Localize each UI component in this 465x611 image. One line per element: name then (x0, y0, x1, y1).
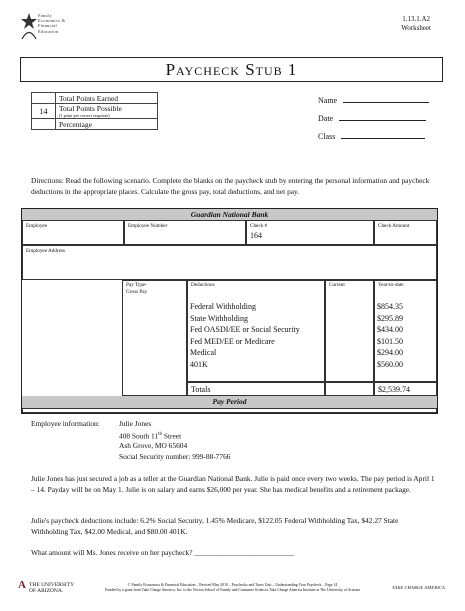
totals-ytd: $2,539.74 (374, 382, 437, 396)
employee-information: Employee information: Julie Jones 408 South 11th Street Ash Grove, MO 65604 Social Security number: 999-88-7766 (31, 419, 231, 461)
employee-address-cell[interactable]: Employee Address (22, 245, 437, 280)
document-code: 1.13.1.A2 Worksheet (401, 15, 431, 32)
ytd-cell: Year-to-date $854.35 $295.89 $434.00 $101.50 $294.00 $560.00 (374, 280, 437, 382)
deduction-name: Fed OASDI/EE or Social Security (190, 325, 300, 334)
deduction-ytd: $294.00 (377, 348, 403, 357)
deduction-ytd: $434.00 (377, 325, 403, 334)
university-logo: A THE UNIVERSITY OF ARIZONA. (18, 579, 75, 594)
points-table (31, 92, 158, 130)
employee-cell[interactable]: Employee (22, 220, 124, 245)
scenario-paragraph: Julie Jones has just secured a job as a teller at the Guardian National Bank. Julie is paid once every two weeks. The pay period is April 1 – 14. Payday will be on May 1. Julie is on salary and earns $26,000 per year. She has medical benefits and a retirement package. (31, 474, 435, 494)
deductions-paragraph: Julie's paycheck deductions include: 6.2% Social Security, 1.45% Medicare, $122.05 Federal Withholding Tax, $42.27 State Withholding Tax, $42.00 Medical, and $80.00 401K. (31, 516, 399, 536)
star-person-logo-icon (18, 12, 40, 40)
employee-number-cell[interactable]: Employee Number (124, 220, 246, 245)
deduction-ytd: $560.00 (377, 359, 403, 369)
page-title: Paycheck Stub 1 (20, 57, 443, 82)
deduction-name: Medical (190, 348, 217, 357)
pay-type-cell[interactable]: Pay Type- Gross Pay (122, 280, 187, 396)
check-amount-cell[interactable]: Check Amount (374, 220, 437, 245)
deduction-ytd: $295.89 (377, 313, 403, 323)
question: What amount will Ms. Jones receive on her paycheck? ___________________________ (31, 548, 295, 557)
date-field[interactable]: Date (318, 113, 426, 123)
bank-name: Guardian National Bank (22, 209, 437, 220)
take-charge-logo: TAKE CHARGE AMERICA (391, 585, 445, 590)
deduction-name: Fed MED/EE or Medicare (190, 336, 275, 346)
check-number-cell: Check # 164 (246, 220, 374, 245)
pay-period-cell[interactable] (22, 408, 437, 413)
points-row: Percentage (32, 119, 158, 130)
footer-text: © Family Economics & Financial Education – Revised May 2010 – Paychecks and Taxes Unit – Understanding Your Paycheck – Page 14 Funded by a grant from Take Charge America, Inc. to the Norton School of Family and Consumer Sciences Take Charge America Institute at The University of Arizona (105, 583, 360, 592)
directions: Directions: Read the following scenario. Complete the blanks on the paycheck stub by entering the personal information and paycheck deductions in the appropriate places. Calculate the gross pay, total deductions, and net pay. (31, 176, 430, 196)
deduction-ytd: $854.35 (377, 302, 403, 311)
current-cell[interactable]: Current (325, 280, 374, 382)
deduction-name: 401K (190, 359, 208, 369)
name-field[interactable]: Name (318, 95, 429, 105)
paycheck-stub (21, 208, 438, 414)
points-row: Total Points Earned (32, 93, 158, 104)
deduction-name: State Withholding (190, 313, 248, 323)
university-a-icon: A (18, 579, 26, 591)
logo-text: Family Economics & Financial Education (38, 13, 66, 34)
points-row: 14 Total Points Possible (1 point per correct response) (32, 104, 158, 119)
class-field[interactable]: Class (318, 131, 425, 141)
pay-period-label: Pay Period (22, 396, 437, 408)
totals-current-cell[interactable] (325, 382, 374, 396)
deduction-name: Federal Withholding (190, 302, 256, 311)
deductions-cell: Deductions Federal Withholding State Withholding Fed OASDI/EE or Social Security Fed MED/EE or Medicare Medical 401K (187, 280, 325, 382)
deduction-ytd: $101.50 (377, 336, 403, 346)
totals-label: Totals (187, 382, 325, 396)
